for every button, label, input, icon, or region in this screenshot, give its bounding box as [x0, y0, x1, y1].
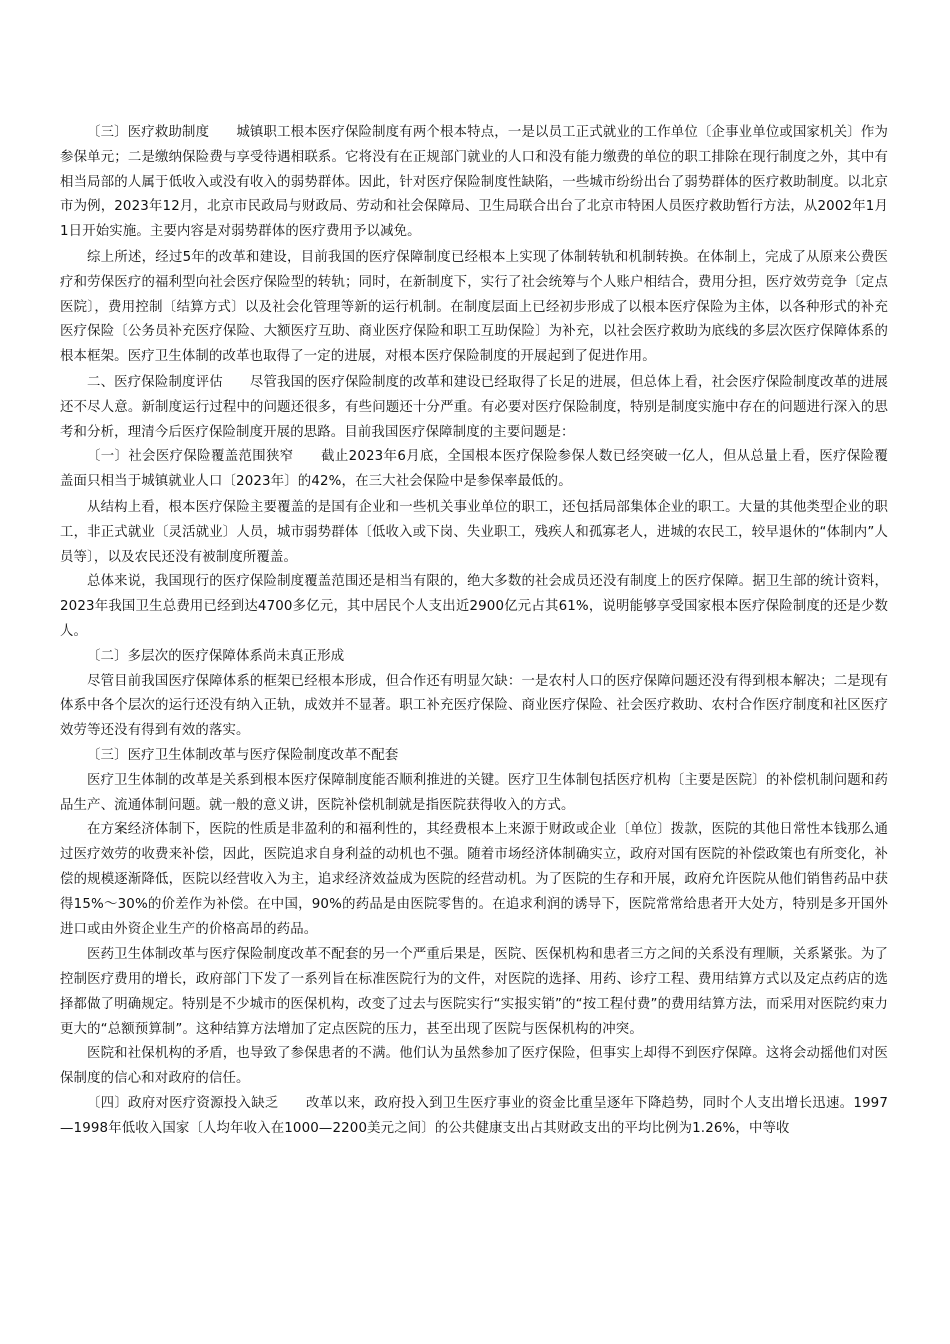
paragraph-overall: 总体来说，我国现行的医疗保险制度覆盖范围还是相当有限的，绝大多数的社会成员还没有制度上的医疗保障。据卫生部的统计资料，2023年我国卫生总费用已经到达4700多亿元，其中居民个人支出近2900亿元占其61%，说明能够享受国家根本医疗保险制度的还是少数人。 [60, 574, 888, 639]
heading-multilevel-system: 〔二〕多层次的医疗保障体系尚未真正形成 [87, 648, 345, 664]
paragraph-medical-aid: 〔三〕医疗救助制度 城镇职工根本医疗保险制度有两个根本特点，一是以员工正式就业的工作单位〔企事业单位或国家机关〕作为参保单元；二是缴纳保险费与享受待遇相联系。它将没有在正规部门就业的人口和没有能力缴费的单位的职工排除在现行制度之外，其中有相当局部的人属于低收入或没有收入的弱势群体。因此，针对医疗保险制度性缺陷，一些城市纷纷出台了弱势群体的医疗救助制度。以北京市为例，2023年12月，北京市民政局与财政局、劳动和社会保障局、卫生局联合出台了北京市特困人员医疗救助暂行方法，从2002年1月1日开始实施。主要内容是对弱势群体的医疗费用予以减免。 [60, 125, 888, 240]
paragraph-dissatisfaction: 医院和社保机构的矛盾，也导致了参保患者的不满。他们认为虽然参加了医疗保险，但事实上却得不到医疗保障。这将会动摇他们对医保制度的信心和对政府的信任。 [60, 1046, 888, 1087]
paragraph-coverage-narrow: 〔一〕社会医疗保险覆盖范围狭窄 截止2023年6月底，全国根本医疗保险参保人数已经突破一亿人，但从总量上看，医疗保险覆盖面只相当于城镇就业人口〔2023年〕的42%，在三大社会保险中是参保率最低的。 [60, 449, 888, 490]
paragraph-insufficient-investment: 〔四〕政府对医疗资源投入缺乏 改革以来，政府投入到卫生医疗事业的资金比重呈逐年下降趋势，同时个人支出增长迅速。1997—1998年低收入国家〔人均年收入在1000—2200美元之间〕的公共健康支出占其财政支出的平均比例为1.26%，中等收 [60, 1096, 888, 1136]
paragraph-tension: 医药卫生体制改革与医疗保险制度改革不配套的另一个严重后果是，医院、医保机构和患者三方之间的关系没有理顺，关系紧张。为了控制医疗费用的增长，政府部门下发了一系列旨在标准医院行为的文件，对医院的选择、用药、诊疗工程、费用结算方式以及定点药店的选择都做了明确规定。特别是不少城市的医保机构，改变了过去与医院实行“实报实销”的“按工程付费”的费用结算方法，而采用对医院约束力更大的“总额预算制”。这种结算方法增加了定点医院的压力，甚至出现了医院与医保机构的冲突。 [60, 947, 888, 1037]
heading-reform-mismatch: 〔三〕医疗卫生体制改革与医疗保险制度改革不配套 [87, 747, 399, 763]
paragraph-planned-economy: 在方案经济体制下，医院的性质是非盈利的和福利性的，其经费根本上来源于财政或企业〔单位〕拨款，医院的其他日常性本钱那么通过医疗效劳的收费来补偿，因此，医院追求自身利益的动机也不强。随着市场经济体制确实立，政府对国有医院的补偿政策也有所变化，补偿的规模逐渐降低，医院以经营收入为主，追求经济效益成为医院的经营动机。为了医院的生存和开展，政府允许医院从他们销售药品中获得15%～30%的价差作为补偿。在中国，90%的药品是由医院零售的。在追求利润的诱导下，医院常常给患者开大处方，特别是多开国外进口或由外资企业生产的价格高昂的药品。 [60, 822, 888, 937]
paragraph-section-2-evaluation: 二、医疗保险制度评估 尽管我国的医疗保险制度的改革和建设已经取得了长足的进展，但总体上看，社会医疗保险制度改革的进展还不尽人意。新制度运行过程中的问题还很多，有些问题还十分严重。有必要对医疗保险制度，特别是制度实施中存在的问题进行深入的思考和分析，理清今后医疗保险制度开展的思路。目前我国医疗保障制度的主要问题是： [60, 374, 888, 440]
paragraph-summary: 综上所述，经过5年的改革和建设，目前我国的医疗保障制度已经根本上实现了体制转轨和机制转换。在体制上，完成了从原来公费医疗和劳保医疗的福利型向社会医疗保险型的转轨；同时，在新制度下，实行了社会统筹与个人账户相结合，费用分担，医疗效劳竞争〔定点医院〕，费用控制〔结算方式〕以及社会化管理等新的运行机制。在制度层面上已经初步形成了以根本医疗保险为主体，以各种形式的补充医疗保险〔公务员补充医疗保险、大额医疗互助、商业医疗保险和职工互助保险〕为补充，以社会医疗救助为底线的多层次医疗保障体系的根本框架。医疗卫生体制的改革也取得了一定的进展，对根本医疗保险制度的开展起到了促进作用。 [60, 249, 888, 365]
paragraph-structure: 从结构上看，根本医疗保险主要覆盖的是国有企业和一些机关事业单位的职工，还包括局部集体企业的职工。大量的其他类型企业的职工，非正式就业〔灵活就业〕人员，城市弱势群体〔低收入或下岗、失业职工，残疾人和孤寡老人，进城的农民工，较早退休的“体制内”人员等〕，以及农民还没有被制度所覆盖。 [60, 499, 888, 565]
paragraph-health-reform-key: 医疗卫生体制的改革是关系到根本医疗保障制度能否顺利推进的关键。医疗卫生体制包括医疗机构〔主要是医院〕的补偿机制问题和药品生产、流通体制问题。就一般的意义讲，医院补偿机制就是指医院获得收入的方式。 [60, 772, 888, 813]
paragraph-multilevel-system: 尽管目前我国医疗保障体系的框架已经根本形成，但合作还有明显欠缺：一是农村人口的医疗保障问题还没有得到根本解决；二是现有体系中各个层次的运行还没有纳入正轨，成效并不显著。职工补充医疗保险、商业医疗保险、社会医疗救助、农村合作医疗制度和社区医疗效劳等还没有得到有效的落实。 [60, 673, 888, 739]
document-page [60, 121, 888, 1142]
